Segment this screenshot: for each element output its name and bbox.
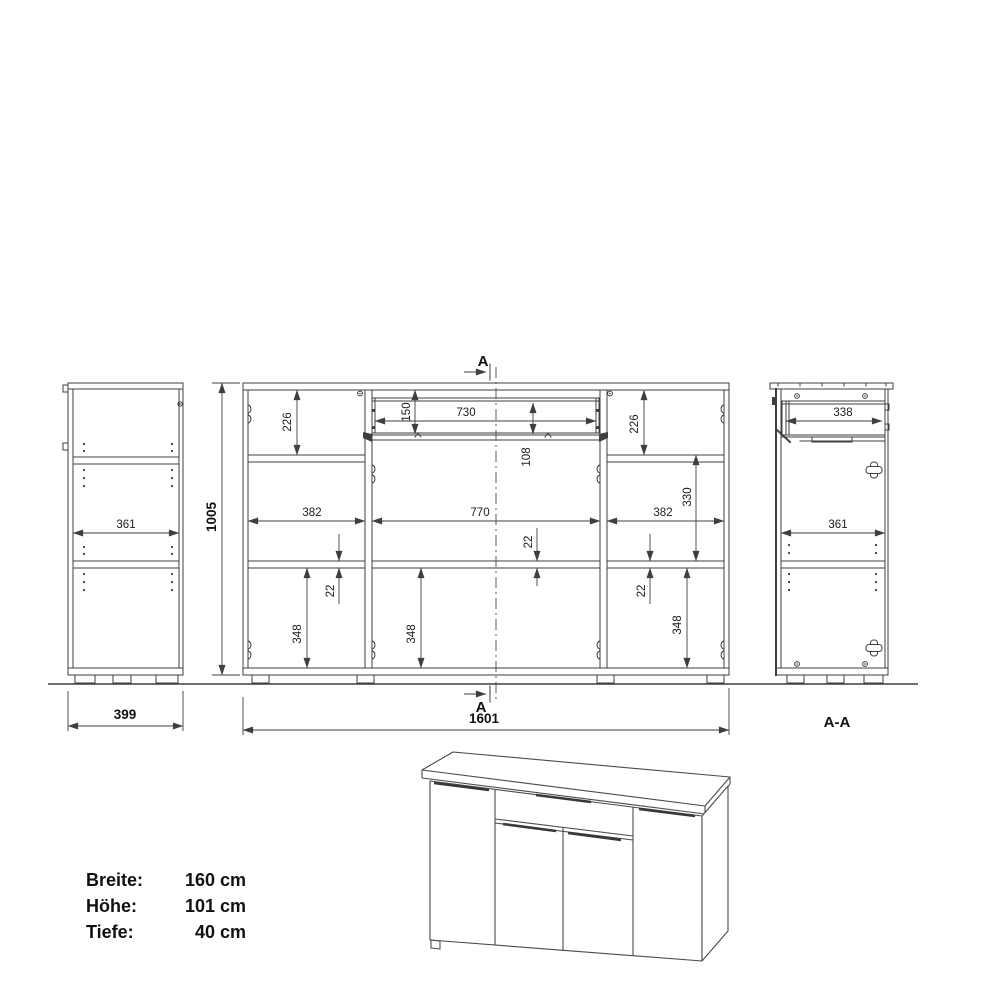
dim-fv-22-middle: 22 bbox=[523, 535, 535, 549]
spec-value-depth: 40 cm bbox=[194, 922, 246, 942]
dimension-specs bbox=[86, 867, 246, 945]
side-view bbox=[63, 383, 183, 731]
spec-value-width: 160 cm bbox=[184, 870, 246, 890]
dim-height: 1005 bbox=[204, 501, 219, 533]
dim-fv-drawer-height: 150 bbox=[401, 402, 413, 422]
drawer-front bbox=[363, 398, 608, 442]
spec-value-height: 101 cm bbox=[184, 896, 246, 916]
dim-fv-drawer-box: 108 bbox=[521, 447, 533, 467]
spec-row-depth bbox=[86, 919, 246, 945]
spec-label-depth: Tiefe: bbox=[86, 922, 134, 942]
section-marker-top: A bbox=[477, 353, 489, 370]
dim-fv-770: 770 bbox=[470, 507, 490, 519]
dim-fv-22-left: 22 bbox=[325, 584, 337, 598]
dim-fv-226-left: 226 bbox=[282, 412, 294, 432]
dim-fv-382-left: 382 bbox=[302, 507, 322, 519]
dim-fv-226-right: 226 bbox=[629, 414, 641, 434]
dim-fv-382-right: 382 bbox=[653, 507, 673, 519]
hinge-symbol bbox=[866, 462, 882, 656]
dim-fv-348-right: 348 bbox=[672, 615, 684, 635]
dim-fv-348-left: 348 bbox=[292, 624, 304, 644]
spec-label-height: Höhe: bbox=[86, 896, 137, 916]
dim-fv-drawer-width: 730 bbox=[456, 407, 476, 419]
dim-aa-drawer-depth: 338 bbox=[833, 407, 853, 419]
height-dimension bbox=[204, 383, 240, 675]
section-marker-bottom: A bbox=[475, 699, 487, 716]
spec-row-height bbox=[86, 893, 246, 919]
dim-side-depth: 399 bbox=[113, 707, 137, 722]
dim-fv-22-right: 22 bbox=[636, 584, 648, 598]
section-view bbox=[770, 383, 893, 731]
dim-aa-shelf-depth: 361 bbox=[828, 519, 848, 531]
shelf-pin-holes bbox=[83, 443, 173, 591]
hinge-marks bbox=[249, 405, 724, 659]
dim-fv-overall-width: 1601 bbox=[468, 711, 500, 726]
section-view-title: A-A bbox=[823, 714, 851, 731]
spec-row-width bbox=[86, 867, 246, 893]
dim-fv-348-middle: 348 bbox=[406, 624, 418, 644]
spec-label-width: Breite: bbox=[86, 870, 144, 890]
product-render bbox=[422, 752, 730, 961]
front-view bbox=[243, 383, 729, 735]
dim-fv-330: 330 bbox=[682, 487, 694, 507]
dim-side-shelf-width: 361 bbox=[116, 519, 136, 531]
